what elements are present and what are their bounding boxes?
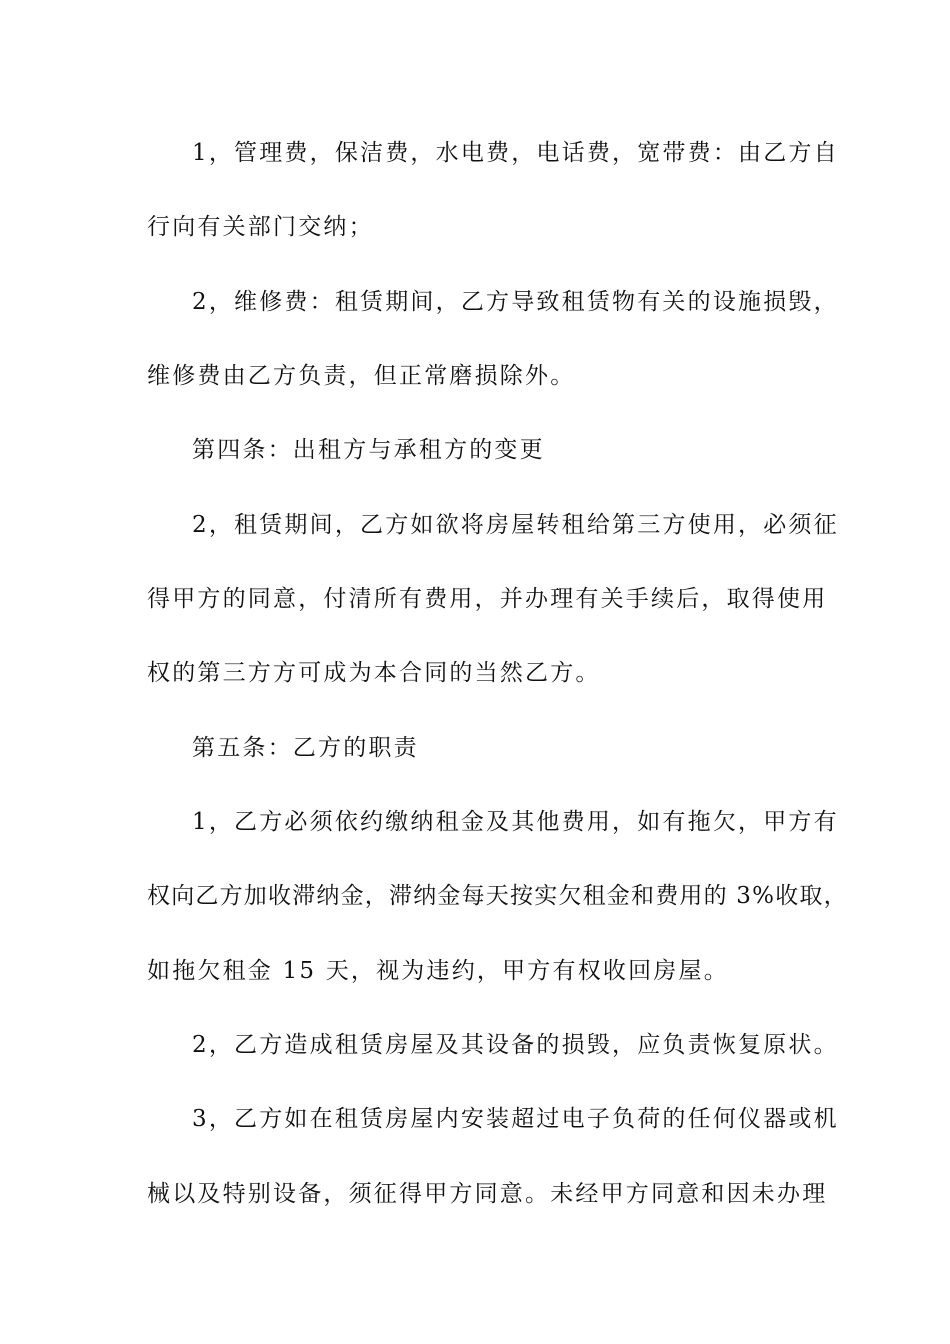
- clause-line-8: 权的第三方方可成为本合同的当然乙方。: [147, 660, 601, 686]
- clause-line-12: 如拖欠租金 15 天，视为违约，甲方有权收回房屋。: [147, 958, 729, 984]
- clause-line-11: 权向乙方加收滞纳金，滞纳金每天按实欠租金和费用的 3%收取，: [147, 883, 848, 909]
- clause-line-1: 1，管理费，保洁费，水电费，电话费，宽带费：由乙方自: [192, 140, 839, 166]
- clause-line-2: 行向有关部门交纳；: [147, 214, 374, 240]
- article-heading-4: 第四条：出租方与承租方的变更: [192, 437, 545, 463]
- clause-line-15: 械以及特别设备，须征得甲方同意。未经甲方同意和因未办理: [147, 1181, 828, 1207]
- article-heading-5: 第五条：乙方的职责: [192, 735, 419, 761]
- clause-line-13: 2，乙方造成租赁房屋及其设备的损毁，应负责恢复原状。: [192, 1032, 839, 1058]
- clause-line-6: 2，租赁期间，乙方如欲将房屋转租给第三方使用，必须征: [192, 512, 839, 538]
- clause-line-7: 得甲方的同意，付清所有费用，并办理有关手续后，取得使用: [147, 586, 828, 612]
- clause-line-10: 1，乙方必须依约缴纳租金及其他费用，如有拖欠，甲方有: [192, 809, 839, 835]
- clause-line-3: 2，维修费：租赁期间，乙方导致租赁物有关的设施损毁，: [192, 289, 839, 315]
- clause-line-4: 维修费由乙方负责，但正常磨损除外。: [147, 363, 576, 389]
- clause-line-14: 3，乙方如在租赁房屋内安装超过电子负荷的任何仪器或机: [192, 1106, 839, 1132]
